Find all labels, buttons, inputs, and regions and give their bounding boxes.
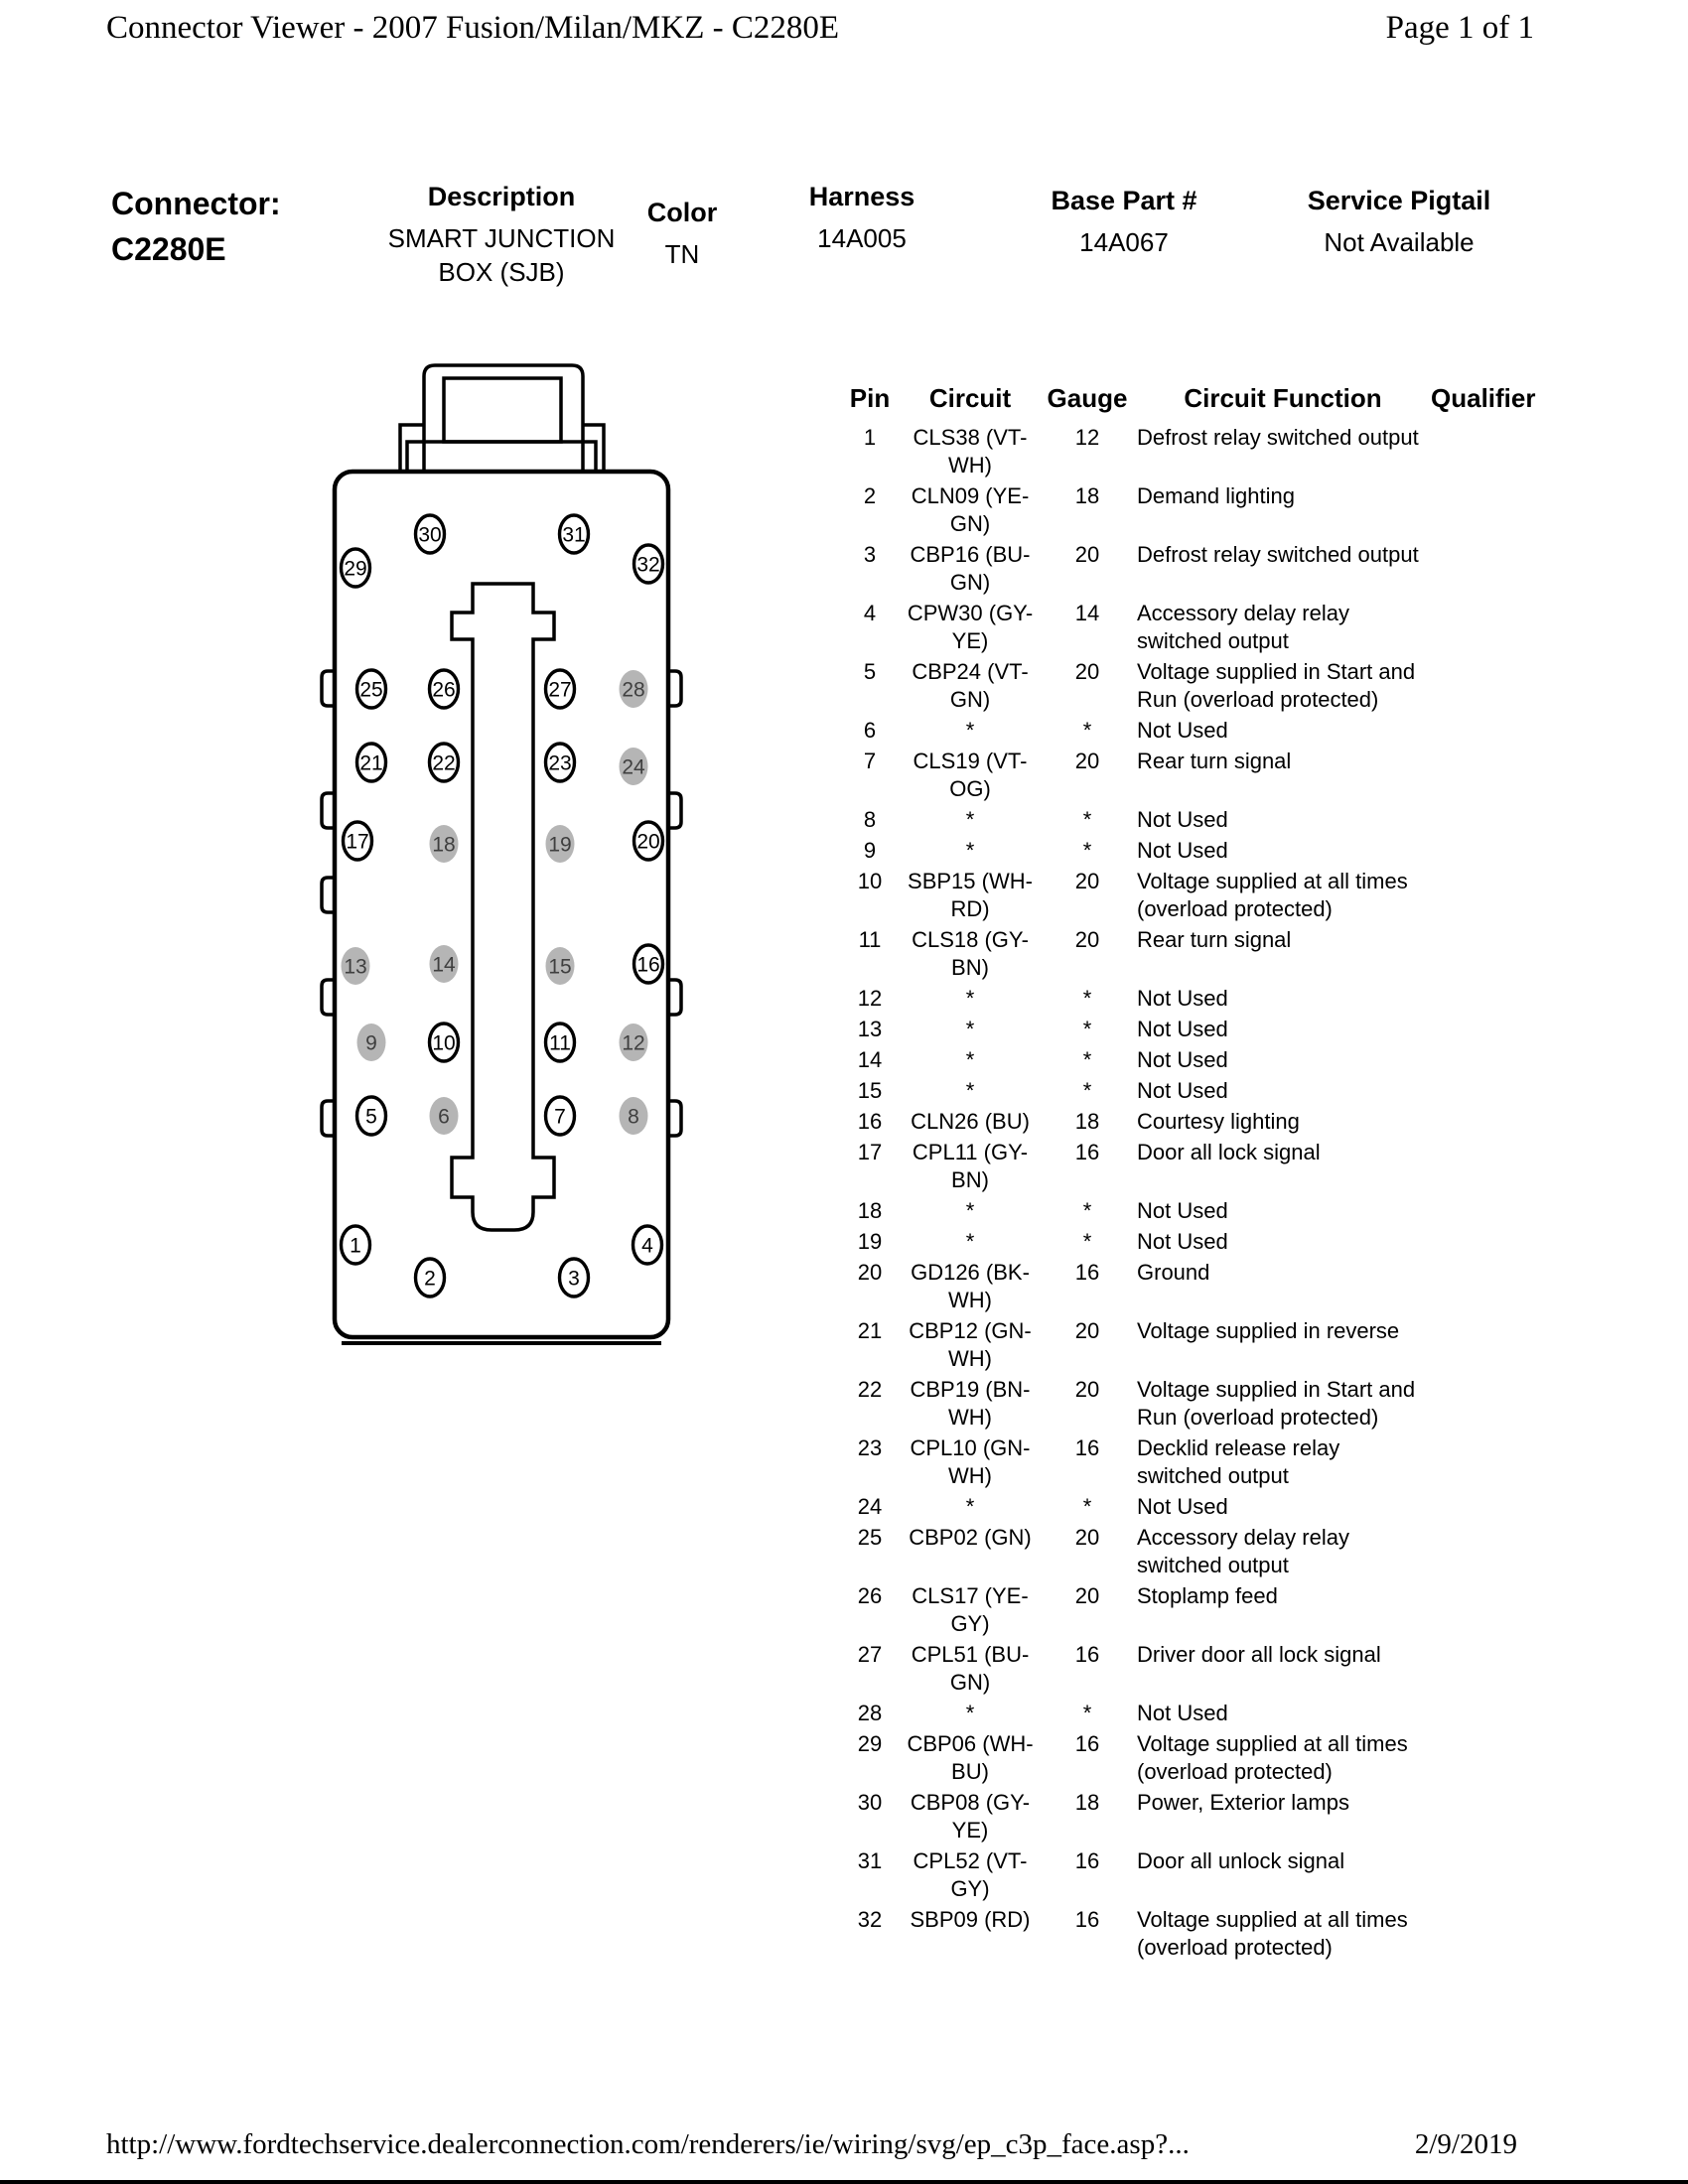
pin-number-11: 11 [549,1031,571,1055]
cell-circuit-function: Door all unlock signal [1137,1848,1345,1873]
info-column [774,181,949,255]
pin-number-12: 12 [622,1031,645,1055]
cell-circuit: CPL52 (VT-GY) [913,1848,1028,1901]
cell-circuit: CPL10 (GN-WH) [910,1435,1031,1488]
cell-circuit-function: Stoplamp feed [1137,1583,1278,1608]
cell-gauge: 20 [1074,927,1100,952]
pin-number-15: 15 [548,955,572,979]
cell-pin: 27 [857,1642,883,1667]
cell-gauge: 20 [1074,1377,1100,1402]
cell-circuit-function: Voltage supplied in Start and Run (overload protected) [1137,1377,1416,1430]
cell-circuit-function: Not Used [1137,807,1228,832]
pin-table-row [839,985,1526,1013]
pin-table-row [839,1847,1526,1903]
pin-number-21: 21 [359,751,383,775]
latch-collar-left [400,425,424,472]
cell-gauge: 20 [1074,1525,1100,1550]
cell-circuit-function: Accessory delay relay switched output [1137,601,1349,653]
cell-qualifier [1431,658,1530,714]
cell-pin: 15 [857,1078,883,1103]
cell-circuit: CBP06 (WH-BU) [907,1731,1034,1784]
latch-collar-inner [407,442,596,472]
cell-circuit: CLS19 (VT-OG) [913,749,1028,801]
cell-circuit-function: Power, Exterior lamps [1137,1790,1349,1815]
cell-circuit: CPL51 (BU-GN) [911,1642,1030,1695]
header-circuit: Circuit [928,383,1012,413]
cell-pin: 32 [857,1907,883,1932]
info-column-label: Description [427,182,576,211]
pinout-table [839,382,1536,1965]
info-column-value: SMART JUNCTION BOX (SJB) [387,223,616,287]
cell-pin: 20 [857,1260,883,1285]
pin-number-7: 7 [554,1105,566,1129]
cell-circuit: SBP09 (RD) [910,1907,1031,1932]
cell-circuit: CLS38 (VT-WH) [913,425,1028,478]
cell-gauge: 16 [1074,1848,1100,1873]
cell-gauge: 20 [1074,749,1100,773]
pin-number-10: 10 [432,1031,456,1055]
cell-circuit: CLN09 (YE-GN) [911,483,1030,536]
cell-pin: 16 [857,1109,883,1134]
cell-gauge: 20 [1074,1583,1100,1608]
cell-qualifier [1431,482,1530,538]
pin-number-18: 18 [432,833,456,857]
cell-pin: 24 [857,1494,883,1519]
pin-number-28: 28 [622,678,645,702]
pin-number-22: 22 [432,751,456,775]
cell-pin: 18 [857,1198,883,1223]
pin-table-row [839,1641,1526,1697]
cell-gauge: * [1082,1229,1092,1254]
cell-gauge: 16 [1074,1435,1100,1460]
cell-gauge: 16 [1074,1260,1100,1285]
cell-qualifier [1431,868,1530,923]
header-pin: Pin [849,383,891,413]
cell-circuit-function: Voltage supplied at all times (overload protected) [1137,1731,1408,1784]
cell-qualifier [1431,1906,1530,1962]
pin-number-2: 2 [424,1267,436,1291]
pin-number-27: 27 [548,678,572,702]
cell-qualifier [1431,926,1530,982]
cell-circuit: CBP19 (BN-WH) [910,1377,1031,1430]
cell-qualifier [1431,1641,1530,1697]
cell-pin: 11 [858,927,882,952]
info-column-value: 14A067 [1079,227,1169,257]
info-column-label: Harness [808,182,915,211]
pinout-table-body [839,424,1526,1962]
info-column [375,181,628,289]
info-column [1283,185,1515,259]
pin-table-row [839,541,1526,597]
pin-number-17: 17 [346,830,369,854]
cell-circuit-function: Defrost relay switched output [1137,542,1419,567]
pin-number-9: 9 [365,1031,377,1055]
cell-circuit: * [965,986,975,1011]
pin-number-1: 1 [350,1234,361,1258]
pin-table-row [839,1077,1526,1105]
cell-circuit: CBP02 (GN) [909,1525,1032,1550]
cell-circuit-function: Voltage supplied at all times (overload protected) [1137,869,1408,921]
cell-circuit: * [965,1701,975,1725]
cell-pin: 8 [863,807,877,832]
cell-circuit-function: Not Used [1137,1017,1228,1041]
cell-circuit: CLS18 (GY-BN) [912,927,1029,980]
cell-circuit: * [965,1017,975,1041]
cell-pin: 31 [857,1848,883,1873]
cell-qualifier [1431,1016,1530,1043]
pin-number-16: 16 [636,953,660,977]
cell-circuit: CPL11 (GY-BN) [912,1140,1029,1192]
pin-number-32: 32 [636,553,660,577]
page-number: Page 1 of 1 [1385,10,1534,46]
cell-circuit-function: Not Used [1137,1494,1228,1519]
cell-pin: 26 [857,1583,883,1608]
pin-table-row [839,1197,1526,1225]
cell-qualifier [1431,1077,1530,1105]
cell-circuit-function: Courtesy lighting [1137,1109,1300,1134]
cell-qualifier [1431,837,1530,865]
cell-circuit-function: Accessory delay relay switched output [1137,1525,1349,1577]
pin-table-row [839,926,1526,982]
pin-table-row [839,868,1526,923]
connector-label: Connector: [111,186,281,221]
cell-qualifier [1431,717,1530,745]
pin-table-row [839,1108,1526,1136]
info-column [1021,185,1227,259]
cell-qualifier [1431,1259,1530,1314]
page-bottom-edge [0,2180,1688,2184]
cell-gauge: 18 [1074,1109,1100,1134]
cell-circuit: * [965,1229,975,1254]
latch-tower-inner [444,378,561,442]
cell-gauge: * [1082,718,1092,743]
cell-circuit-function: Not Used [1137,986,1228,1011]
cell-gauge: 16 [1074,1140,1100,1164]
cell-circuit-function: Rear turn signal [1137,927,1292,952]
info-column-value: TN [664,239,700,269]
pin-number-6: 6 [438,1105,450,1129]
cell-gauge: * [1082,1047,1092,1072]
cell-gauge: 20 [1074,659,1100,684]
cell-circuit-function: Driver door all lock signal [1137,1642,1381,1667]
cell-circuit-function: Door all lock signal [1137,1140,1321,1164]
pin-number-29: 29 [344,557,367,581]
pin-table-row [839,806,1526,834]
cell-gauge: * [1082,838,1092,863]
cell-pin: 3 [863,542,877,567]
cell-pin: 23 [857,1435,883,1460]
pin-table-row [839,600,1526,655]
pin-number-14: 14 [432,953,456,977]
pin-number-13: 13 [344,955,367,979]
pin-table-row [839,1228,1526,1256]
cell-pin: 28 [857,1701,883,1725]
pin-number-19: 19 [548,833,572,857]
cell-circuit-function: Voltage supplied at all times (overload protected) [1137,1907,1408,1960]
cell-gauge: 20 [1074,869,1100,893]
pin-number-24: 24 [622,755,645,779]
cell-qualifier [1431,1434,1530,1490]
cell-qualifier [1431,1582,1530,1638]
info-column-value: 14A005 [817,223,907,253]
pin-table-row [839,1046,1526,1074]
cell-qualifier [1431,1730,1530,1786]
info-column [624,197,741,271]
cell-qualifier [1431,1493,1530,1521]
cell-circuit-function: Defrost relay switched output [1137,425,1419,450]
cell-qualifier [1431,1700,1530,1727]
cell-gauge: 16 [1074,1731,1100,1756]
pin-number-25: 25 [359,678,383,702]
cell-pin: 6 [863,718,877,743]
cell-qualifier [1431,1046,1530,1074]
cell-circuit-function: Demand lighting [1137,483,1295,508]
cell-qualifier [1431,1847,1530,1903]
cell-gauge: 16 [1074,1907,1100,1932]
pin-number-8: 8 [628,1105,639,1129]
cell-pin: 5 [863,659,877,684]
footer-date: 2/9/2019 [1414,2128,1517,2160]
cell-pin: 7 [863,749,877,773]
cell-pin: 25 [857,1525,883,1550]
pin-table-row [839,1582,1526,1638]
cell-circuit: * [965,718,975,743]
footer-url: http://www.fordtechservice.dealerconnection.com/renderers/ie/wiring/svg/ep_c3p_face.asp?... [106,2128,1190,2160]
cell-qualifier [1431,541,1530,597]
pin-table-row [839,1376,1526,1432]
cell-pin: 4 [863,601,877,625]
cell-circuit: CBP08 (GY-YE) [910,1790,1031,1843]
cell-circuit: * [965,838,975,863]
pin-table-row [839,1016,1526,1043]
cell-circuit: CPW30 (GY-YE) [907,601,1034,653]
cell-gauge: 20 [1074,542,1100,567]
cell-pin: 19 [857,1229,883,1254]
pin-number-5: 5 [365,1105,377,1129]
pin-number-4: 4 [641,1234,653,1258]
cell-circuit-function: Decklid release relay switched output [1137,1435,1340,1488]
info-column-label: Service Pigtail [1307,186,1491,215]
pinout-table-header [839,382,1536,414]
cell-pin: 13 [857,1017,883,1041]
cell-qualifier [1431,1524,1530,1579]
pin-table-row [839,482,1526,538]
cell-qualifier [1431,1228,1530,1256]
cell-circuit-function: Rear turn signal [1137,749,1292,773]
cell-gauge: 20 [1074,1318,1100,1343]
cell-circuit: CBP16 (BU-GN) [910,542,1031,595]
cell-gauge: * [1082,1078,1092,1103]
header-qualifier: Qualifier [1431,383,1536,413]
pin-table-row [839,1317,1526,1373]
connector-id-block [111,181,281,272]
cell-circuit: CLN26 (BU) [911,1109,1030,1134]
cell-circuit: * [965,1078,975,1103]
cell-circuit-function: Not Used [1137,1047,1228,1072]
cell-pin: 9 [863,838,877,863]
cell-circuit-function: Not Used [1137,1078,1228,1103]
cell-gauge: * [1082,1198,1092,1223]
cell-qualifier [1431,806,1530,834]
pin-table-row [839,1730,1526,1786]
cell-circuit: * [965,1198,975,1223]
pin-table-row [839,424,1526,479]
cell-qualifier [1431,1317,1530,1373]
cell-circuit-function: Not Used [1137,718,1228,743]
pin-number-20: 20 [636,830,660,854]
cell-gauge: 14 [1074,601,1100,625]
pin-table-row [839,1434,1526,1490]
pin-table-row [839,717,1526,745]
cell-gauge: * [1082,1017,1092,1041]
cell-circuit-function: Not Used [1137,1701,1228,1725]
page-title: Connector Viewer - 2007 Fusion/Milan/MKZ - C2280E [106,10,840,46]
cell-pin: 17 [857,1140,883,1164]
pin-table-row [839,1906,1526,1962]
pin-table-row [839,748,1526,803]
pin-table-row [839,1789,1526,1844]
cell-circuit: CLS17 (YE-GY) [912,1583,1029,1636]
pin-table-row [839,658,1526,714]
pin-number-23: 23 [548,751,572,775]
cell-pin: 30 [857,1790,883,1815]
cell-circuit: GD126 (BK-WH) [911,1260,1030,1312]
cell-circuit: SBP15 (WH-RD) [908,869,1033,921]
info-column-label: Base Part # [1051,186,1197,215]
cell-qualifier [1431,424,1530,479]
cell-circuit-function: Not Used [1137,838,1228,863]
header-gauge: Gauge [1047,383,1128,413]
pin-table-row [839,1700,1526,1727]
cell-pin: 22 [857,1377,883,1402]
connector-face-diagram [313,352,695,1355]
pin-number-26: 26 [432,678,456,702]
cell-circuit-function: Not Used [1137,1198,1228,1223]
pin-table-row [839,1139,1526,1194]
latch-tower-outline [424,365,583,472]
cell-gauge: 12 [1074,425,1100,450]
cell-gauge: * [1082,1701,1092,1725]
cell-gauge: 16 [1074,1642,1100,1667]
cell-pin: 2 [863,483,877,508]
header-circuit-function: Circuit Function [1184,383,1382,413]
pin-table-row [839,837,1526,865]
cell-circuit-function: Not Used [1137,1229,1228,1254]
pin-table-row [839,1493,1526,1521]
cell-pin: 14 [857,1047,883,1072]
cell-qualifier [1431,1197,1530,1225]
info-column-value: Not Available [1324,227,1475,257]
page-header [106,8,1534,48]
cell-pin: 10 [857,869,883,893]
cell-gauge: * [1082,1494,1092,1519]
cell-pin: 29 [857,1731,883,1756]
cell-pin: 12 [857,986,883,1011]
cell-qualifier [1431,1789,1530,1844]
cell-qualifier [1431,985,1530,1013]
cell-qualifier [1431,1139,1530,1194]
cell-qualifier [1431,600,1530,655]
pin-number-30: 30 [418,523,442,547]
cell-circuit: CBP12 (GN-WH) [909,1318,1032,1371]
cell-circuit: * [965,1047,975,1072]
cell-circuit-function: Voltage supplied in reverse [1137,1318,1400,1343]
cell-circuit-function: Voltage supplied in Start and Run (overload protected) [1137,659,1416,712]
cell-pin: 1 [863,425,877,450]
cell-circuit: CBP24 (VT-GN) [912,659,1029,712]
cell-gauge: 18 [1074,1790,1100,1815]
cell-qualifier [1431,748,1530,803]
cell-gauge: 18 [1074,483,1100,508]
cell-gauge: * [1082,807,1092,832]
latch-collar-right [583,425,604,472]
cell-circuit-function: Ground [1137,1260,1210,1285]
info-column-label: Color [646,198,718,227]
cell-qualifier [1431,1108,1530,1136]
connector-id: C2280E [111,231,226,267]
pin-table-row [839,1259,1526,1314]
pin-table-row [839,1524,1526,1579]
cell-pin: 21 [857,1318,883,1343]
cell-circuit: * [965,807,975,832]
page-footer [106,2126,1517,2162]
cell-gauge: * [1082,986,1092,1011]
pin-number-31: 31 [562,523,586,547]
pin-number-3: 3 [568,1267,580,1291]
cell-circuit: * [965,1494,975,1519]
cell-qualifier [1431,1376,1530,1432]
